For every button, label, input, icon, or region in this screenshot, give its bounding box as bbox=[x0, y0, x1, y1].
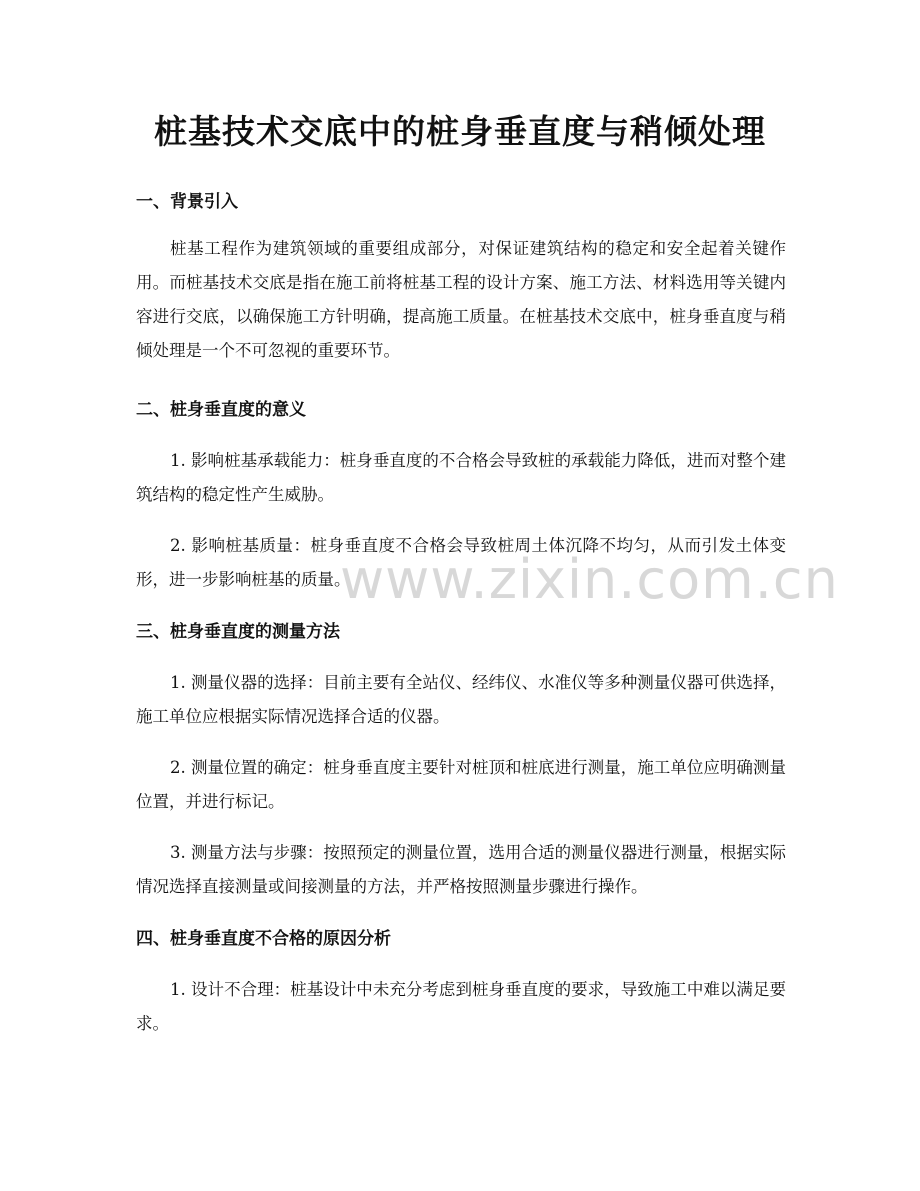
section-heading-causes: 四、桩身垂直度不合格的原因分析 bbox=[136, 929, 391, 949]
paragraph-significance-2: 2. 影响桩基质量：桩身垂直度不合格会导致桩周土体沉降不均匀，从而引发土体变形，进一步影响桩基的质量。 bbox=[136, 536, 786, 589]
section-heading-significance: 二、桩身垂直度的意义 bbox=[136, 400, 306, 420]
section-heading-background: 一、背景引入 bbox=[136, 192, 238, 212]
paragraph-measurement-3: 3. 测量方法与步骤：按照预定的测量位置，选用合适的测量仪器进行测量，根据实际情况选择直接测量或间接测量的方法，并严格按照测量步骤进行操作。 bbox=[136, 843, 786, 896]
paragraph-measurement-1: 1. 测量仪器的选择：目前主要有全站仪、经纬仪、水准仪等多种测量仪器可供选择，施工单位应根据实际情况选择合适的仪器。 bbox=[136, 673, 786, 726]
paragraph-causes-1: 1. 设计不合理：桩基设计中未充分考虑到桩身垂直度的要求，导致施工中难以满足要求。 bbox=[136, 980, 786, 1033]
paragraph-background: 桩基工程作为建筑领域的重要组成部分，对保证建筑结构的稳定和安全起着关键作用。而桩基技术交底是指在施工前将桩基工程的设计方案、施工方法、材料选用等关键内容进行交底，以确保施工方针明确，提高施工质量。在桩基技术交底中，桩身垂直度与稍倾处理是一个不可忽视的重要环节。 bbox=[136, 239, 786, 360]
document-title: 桩基技术交底中的桩身垂直度与稍倾处理 bbox=[154, 112, 766, 151]
paragraph-measurement-2: 2. 测量位置的确定：桩身垂直度主要针对桩顶和桩底进行测量，施工单位应明确测量位置，并进行标记。 bbox=[136, 758, 786, 811]
watermark: www.zixin.com.cn bbox=[340, 548, 839, 611]
section-heading-measurement: 三、桩身垂直度的测量方法 bbox=[136, 622, 340, 642]
paragraph-significance-1: 1. 影响桩基承载能力：桩身垂直度的不合格会导致桩的承载能力降低，进而对整个建筑结构的稳定性产生威胁。 bbox=[136, 451, 786, 504]
